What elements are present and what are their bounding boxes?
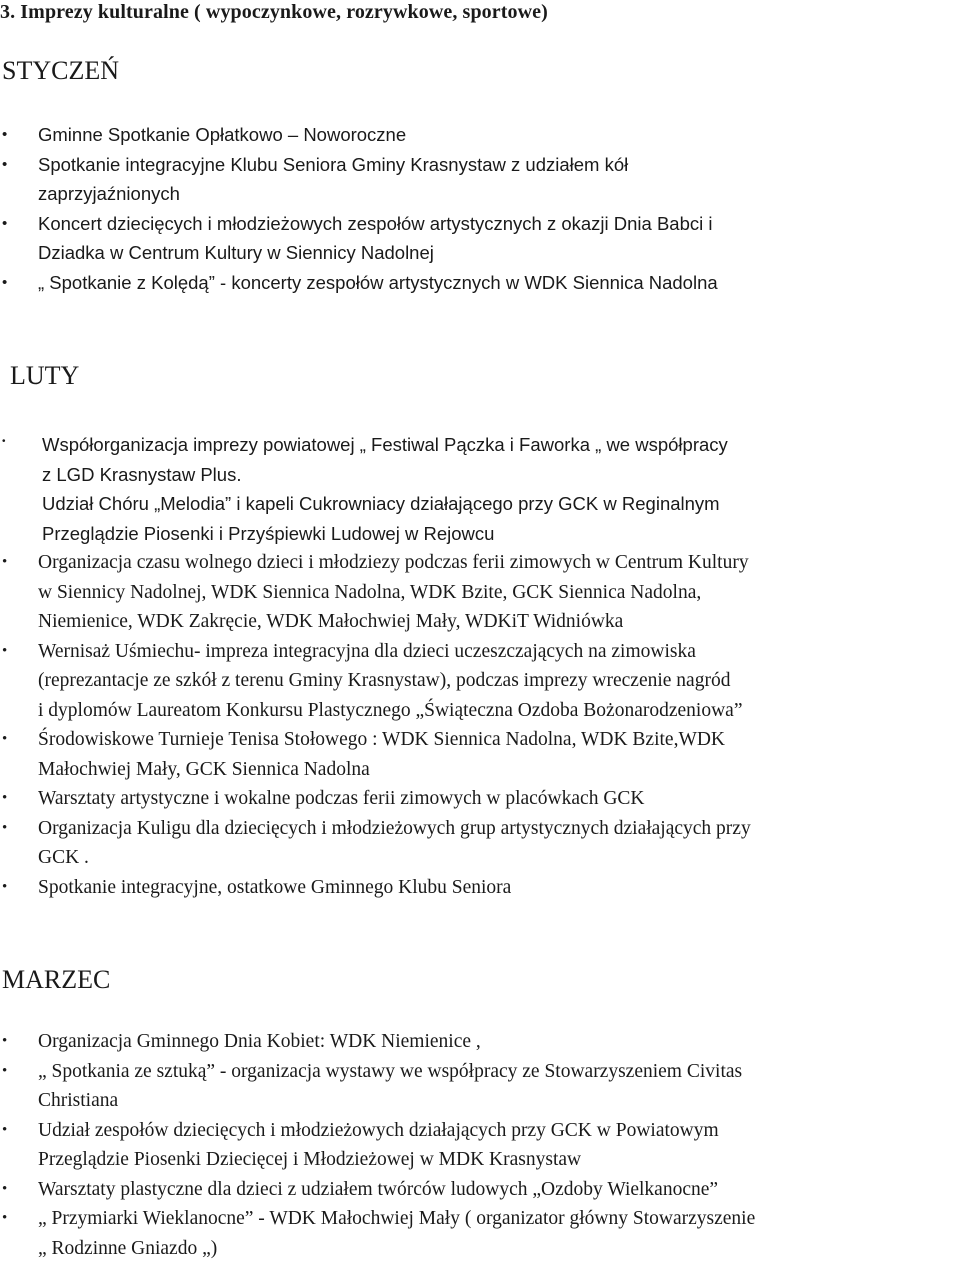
bullet-icon: • [2,1033,8,1049]
list-item [0,1116,960,1175]
item-text: Środowiskowe Turnieje Tenisa Stołowego : WDK Siennica Nadolna, WDK Bzite,WDK [38,729,726,750]
month-heading-luty: LUTY [10,361,80,390]
list-item [0,489,960,548]
bullet-icon: • [2,436,6,447]
item-text: „ Rodzinne Gniazdo „) [38,1237,218,1259]
bullet-icon: • [2,214,8,232]
bullet-icon: • [2,642,8,659]
item-text: Spotkanie integracyjne Klubu Seniora Gminy Krasnystaw z udziałem kół [38,153,629,175]
item-text: Koncert dziecięcych i młodzieżowych zespołów artystycznych z okazji Dnia Babci i [38,212,713,234]
list-item [0,1204,960,1263]
item-text: Wernisaż Uśmiechu- impreza integracyjna dla dzieci uczeszczających na zimowiska [38,640,696,662]
bullet-icon: • [2,126,8,143]
bullet-icon: • [2,819,8,836]
list-item [0,209,960,268]
list-item [0,873,960,903]
item-text: zaprzyjaźnionych [38,183,180,204]
bullet-icon: • [2,731,8,747]
bullet-icon: • [2,878,8,895]
list-item [0,1027,960,1057]
item-text: GCK . [38,847,89,868]
bullet-icon: • [2,273,8,291]
bullet-list-luty [0,430,960,902]
list-item [0,430,960,489]
item-text: Współorganizacja imprezy powiatowej „ Festiwal Pączka i Faworka „ we współpracy [42,434,728,455]
list-item [0,150,960,209]
list-item [0,784,960,814]
item-text: i dyplomów Laureatom Konkursu Plastycznego „Świąteczna Ozdoba Bożonarodzeniowa” [38,699,743,721]
item-text: Organizacja czasu wolnego dzieci i młodziezy podczas ferii zimowych w Centrum Kultury [38,552,749,573]
list-item [0,637,960,726]
month-heading-marzec: MARZEC [2,965,111,994]
list-item [0,268,960,298]
month-heading-styczen: STYCZEŃ [2,56,119,85]
item-text: w Siennicy Nadolnej, WDK Siennica Nadolna, WDK Bzite, GCK Siennica Nadolna, [38,581,702,603]
list-item [0,725,960,784]
list-item [0,814,960,873]
list-item [0,1057,960,1116]
item-text: z LGD Krasnystaw Plus. [42,463,242,485]
item-text: „ Spotkanie z Kolędą” - koncerty zespołów artystycznych w WDK Siennica Nadolna [38,271,718,293]
bullet-icon: • [2,1210,8,1226]
bullet-icon: • [2,1062,8,1079]
bullet-icon: • [2,155,8,173]
item-text: Christiana [38,1090,119,1111]
item-text: Udział zespołów dziecięcych i młodzieżowych działających przy GCK w Powiatowym [38,1119,719,1141]
item-text: „ Spotkania ze sztuką” - organizacja wystawy we współpracy ze Stowarzyszeniem Civitas [38,1060,743,1082]
item-text: „ Przymiarki Wieklanocne” - WDK Małochwiej Mały ( organizator główny Stowarzyszenie [38,1208,756,1229]
item-text: (reprezantacje ze szkół z terenu Gminy Krasnystaw), podczas imprezy wreczenie nagród [38,670,731,691]
item-text: Organizacja Kuligu dla dziecięcych i młodzieżowych grup artystycznych działających przy [38,817,751,839]
item-text: Dziadka w Centrum Kultury w Siennicy Nadolnej [38,242,434,263]
list-item [0,1175,960,1205]
item-text: Spotkanie integracyjne, ostatkowe Gminnego Klubu Seniora [38,876,512,898]
bullet-list-styczen [0,120,960,297]
item-text: Warsztaty plastyczne dla dzieci z udziałem twórców ludowych „Ozdoby Wielkanocne” [38,1178,719,1200]
item-text: Przeglądzie Piosenki Dziecięcej i Młodzieżowej w MDK Krasnystaw [38,1149,582,1170]
page-title: 3. Imprezy kulturalne ( wypoczynkowe, rozrywkowe, sportowe) [0,1,548,23]
bullet-list-marzec [0,1027,960,1263]
item-text: Niemienice, WDK Zakręcie, WDK Małochwiej Mały, WDKiT Widniówka [38,611,624,632]
item-text: Gminne Spotkanie Opłatkowo – Noworoczne [38,124,407,145]
bullet-icon: • [2,554,8,570]
item-text: Przeglądzie Piosenki i Przyśpiewki Ludowej w Rejowcu [42,522,495,544]
item-text: Udział Chóru „Melodia” i kapeli Cukrowniacy działającego przy GCK w Reginalnym [42,493,720,514]
bullet-icon: • [2,1121,8,1138]
item-text: Warsztaty artystyczne i wokalne podczas ferii zimowych w placówkach GCK [38,788,645,809]
item-text: Małochwiej Mały, GCK Siennica Nadolna [38,758,370,780]
list-item [0,120,960,150]
list-item [0,548,960,637]
bullet-icon: • [2,1180,8,1197]
item-text: Organizacja Gminnego Dnia Kobiet: WDK Niemienice , [38,1031,481,1052]
bullet-icon: • [2,790,8,806]
